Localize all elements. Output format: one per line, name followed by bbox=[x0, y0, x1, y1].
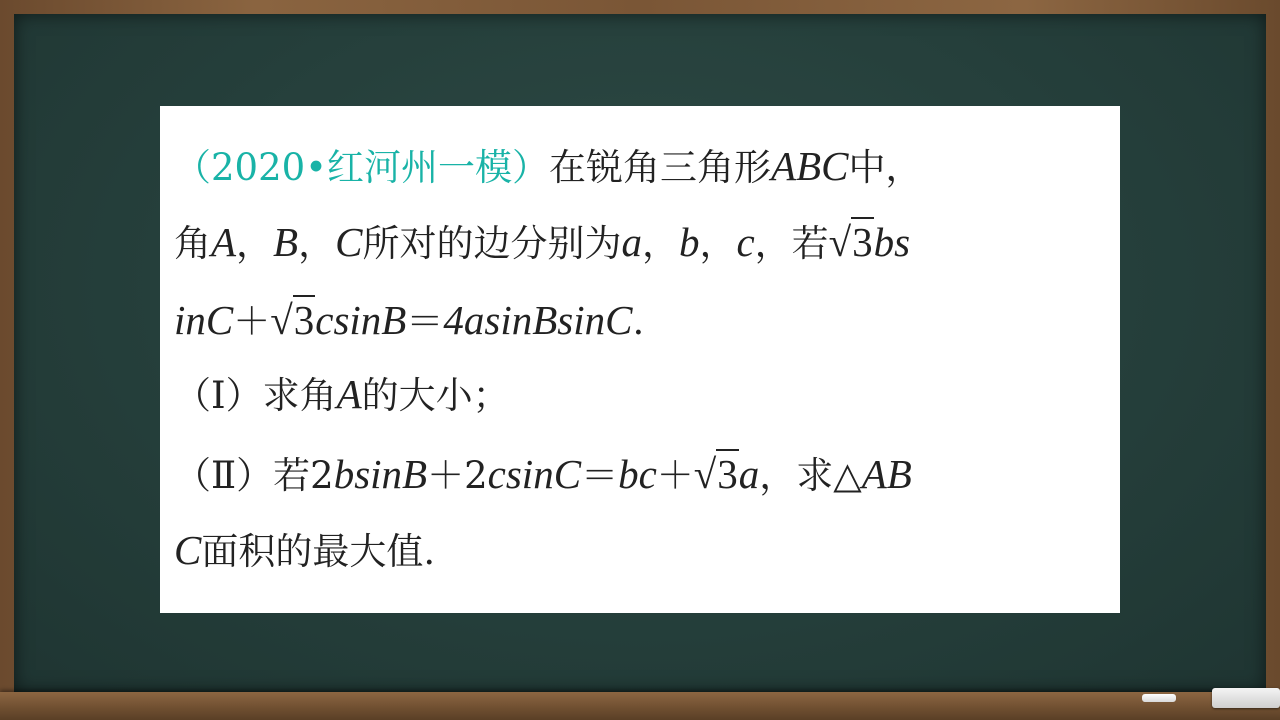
math: bsinB bbox=[333, 451, 428, 497]
sqrt-sign: √ bbox=[828, 219, 852, 265]
radicand bbox=[716, 450, 739, 500]
math: a bbox=[738, 451, 760, 497]
radicand bbox=[851, 218, 874, 268]
problem-line-1 bbox=[174, 142, 922, 190]
text: 在锐角三角形 bbox=[549, 146, 771, 189]
text: 中， bbox=[848, 146, 923, 189]
text: 求角 bbox=[262, 374, 337, 417]
part-2-continued bbox=[174, 526, 435, 574]
text: 若2 bbox=[273, 454, 334, 497]
chalk-tray bbox=[0, 692, 1280, 720]
math: C bbox=[335, 219, 363, 265]
math: c bbox=[736, 219, 755, 265]
math: b bbox=[678, 219, 700, 265]
text: 的大小； bbox=[361, 374, 510, 417]
problem-source: （2020•红河州一模） bbox=[174, 146, 549, 189]
text: ， bbox=[641, 222, 679, 265]
operator: ＋ bbox=[427, 454, 465, 497]
part-label: （Ⅱ） bbox=[174, 454, 274, 497]
operator: ＋ bbox=[233, 300, 271, 343]
operator: ＝ bbox=[581, 454, 619, 497]
text: 所对的边分别为 bbox=[362, 222, 622, 265]
part-2 bbox=[174, 450, 912, 498]
chalk-piece bbox=[1142, 694, 1176, 702]
text: ， bbox=[298, 222, 336, 265]
math: ABC bbox=[771, 143, 849, 189]
math: csinC bbox=[487, 451, 582, 497]
math: B bbox=[273, 219, 299, 265]
problem-card bbox=[160, 106, 1120, 613]
radicand-value: 3 bbox=[293, 297, 315, 343]
text: ，求△ bbox=[759, 454, 862, 497]
problem-line-2 bbox=[174, 218, 910, 266]
math: bs bbox=[873, 219, 911, 265]
eraser bbox=[1212, 688, 1280, 708]
sqrt-sign: √ bbox=[693, 451, 717, 497]
math: A bbox=[211, 219, 237, 265]
operator: ＝ bbox=[406, 300, 444, 343]
part-label: （Ⅰ） bbox=[174, 374, 263, 417]
text: 面积的最大值. bbox=[201, 530, 436, 573]
math: csinB bbox=[315, 297, 407, 343]
radicand-value: 3 bbox=[852, 219, 873, 265]
math: 4asinBsinC bbox=[443, 297, 633, 343]
part-1 bbox=[174, 370, 510, 418]
math: bc bbox=[618, 451, 657, 497]
text: 角 bbox=[174, 222, 211, 265]
radicand bbox=[293, 296, 316, 346]
text: ，若 bbox=[754, 222, 829, 265]
text: . bbox=[632, 300, 645, 343]
math: C bbox=[174, 527, 202, 573]
sqrt-sign: √ bbox=[270, 297, 293, 343]
text: 2 bbox=[464, 454, 488, 497]
math: AB bbox=[861, 451, 912, 497]
operator: ＋ bbox=[656, 454, 694, 497]
math: inC bbox=[174, 297, 234, 343]
problem-line-3 bbox=[174, 296, 644, 344]
radicand-value: 3 bbox=[717, 451, 738, 497]
text: ， bbox=[236, 222, 274, 265]
math: A bbox=[336, 371, 362, 417]
math: a bbox=[621, 219, 642, 265]
text: ， bbox=[699, 222, 737, 265]
